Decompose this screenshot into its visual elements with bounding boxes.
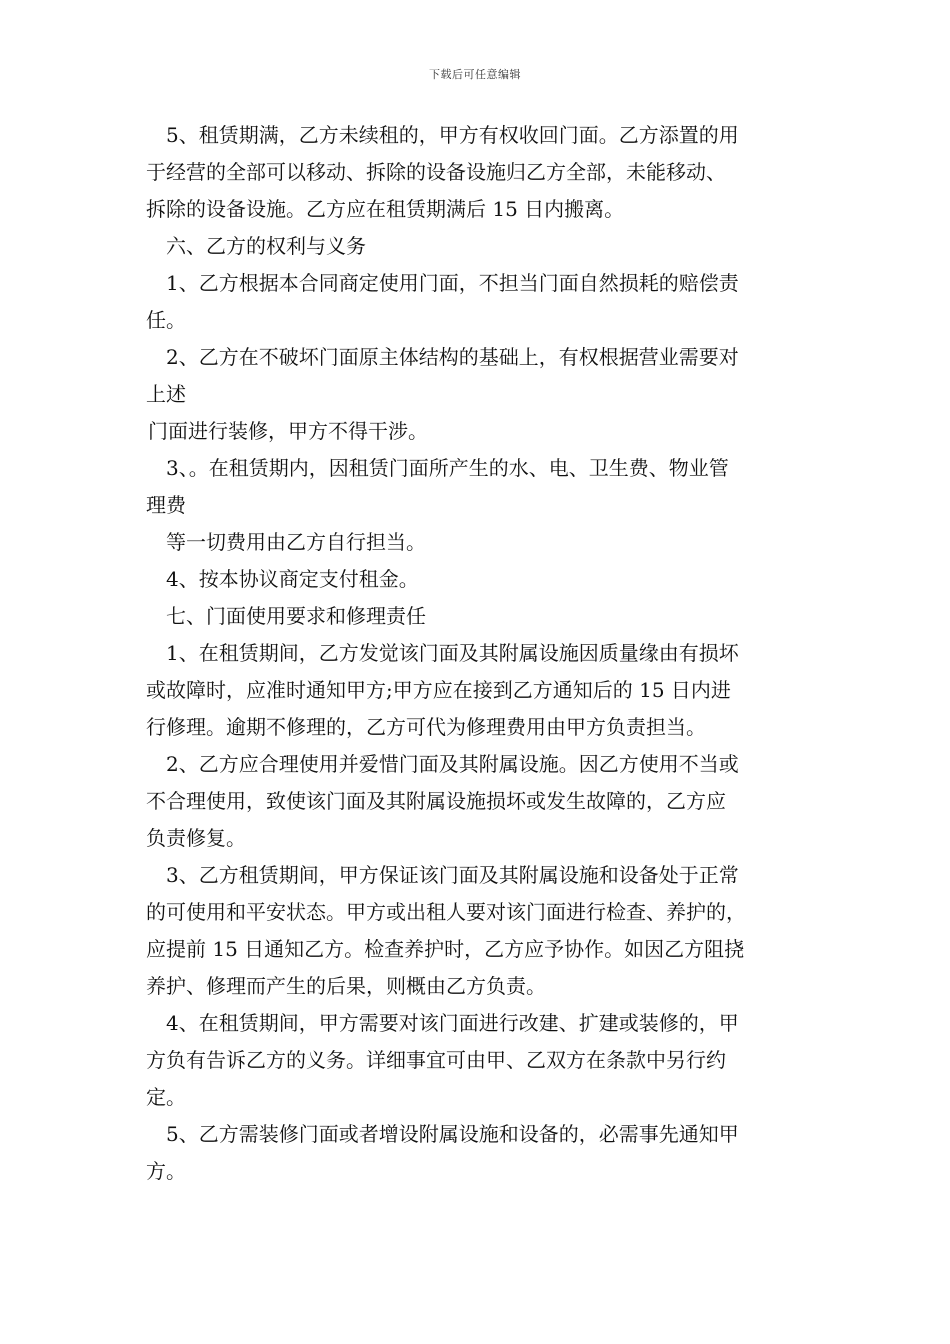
- section-heading: 七、门面使用要求和修理责任: [166, 604, 426, 628]
- paragraph-line: 方负有告诉乙方的义务。详细事宜可由甲、乙双方在条款中另行约: [146, 1048, 726, 1072]
- paragraph-line: 行修理。逾期不修理的，乙方可代为修理费用由甲方负责担当。: [146, 715, 706, 739]
- section-heading: 六、乙方的权利与义务: [166, 234, 366, 258]
- page-header: 下载后可任意编辑: [429, 68, 521, 81]
- paragraph-line: 2、乙方应合理使用并爱惜门面及其附属设施。因乙方使用不当或: [166, 752, 739, 776]
- paragraph-line: 4、在租赁期间，甲方需要对该门面进行改建、扩建或装修的，甲: [166, 1011, 739, 1035]
- paragraph-line: 方。: [146, 1159, 186, 1183]
- paragraph-line: 拆除的设备设施。乙方应在租赁期满后 15 日内搬离。: [146, 197, 625, 221]
- paragraph-line: 1、在租赁期间，乙方发觉该门面及其附属设施因质量缘由有损坏: [166, 641, 739, 665]
- paragraph-line: 门面进行装修，甲方不得干涉。: [148, 419, 428, 443]
- paragraph-line: 1、乙方根据本合同商定使用门面，不担当门面自然损耗的赔偿责: [166, 271, 739, 295]
- paragraph-line: 不合理使用，致使该门面及其附属设施损坏或发生故障的，乙方应: [146, 789, 726, 813]
- paragraph-line: 的可使用和平安状态。甲方或出租人要对该门面进行检查、养护的，: [146, 900, 746, 924]
- paragraph-line: 理费: [146, 493, 186, 517]
- paragraph-line: 负责修复。: [146, 826, 246, 850]
- paragraph-line: 等一切费用由乙方自行担当。: [166, 530, 426, 554]
- paragraph-line: 上述: [146, 382, 186, 406]
- paragraph-line: 5、租赁期满，乙方未续租的，甲方有权收回门面。乙方添置的用: [166, 123, 739, 147]
- paragraph-line: 或故障时，应准时通知甲方;甲方应在接到乙方通知后的 15 日内进: [146, 678, 731, 702]
- paragraph-line: 4、按本协议商定支付租金。: [166, 567, 419, 591]
- paragraph-line: 5、乙方需装修门面或者增设附属设施和设备的，必需事先通知甲: [166, 1122, 739, 1146]
- paragraph-line: 3、乙方租赁期间，甲方保证该门面及其附属设施和设备处于正常: [166, 863, 739, 887]
- paragraph-line: 2、乙方在不破坏门面原主体结构的基础上，有权根据营业需要对: [166, 345, 739, 369]
- paragraph-line: 于经营的全部可以移动、拆除的设备设施归乙方全部，未能移动、: [146, 160, 726, 184]
- paragraph-line: 养护、修理而产生的后果，则概由乙方负责。: [146, 974, 546, 998]
- document-body: [146, 117, 810, 1190]
- paragraph-line: 定。: [146, 1085, 186, 1109]
- paragraph-line: 任。: [146, 308, 186, 332]
- paragraph-line: 应提前 15 日通知乙方。检查养护时，乙方应予协作。如因乙方阻挠: [146, 937, 745, 961]
- paragraph-line: 3、。在租赁期内，因租赁门面所产生的水、电、卫生费、物业管: [166, 456, 729, 480]
